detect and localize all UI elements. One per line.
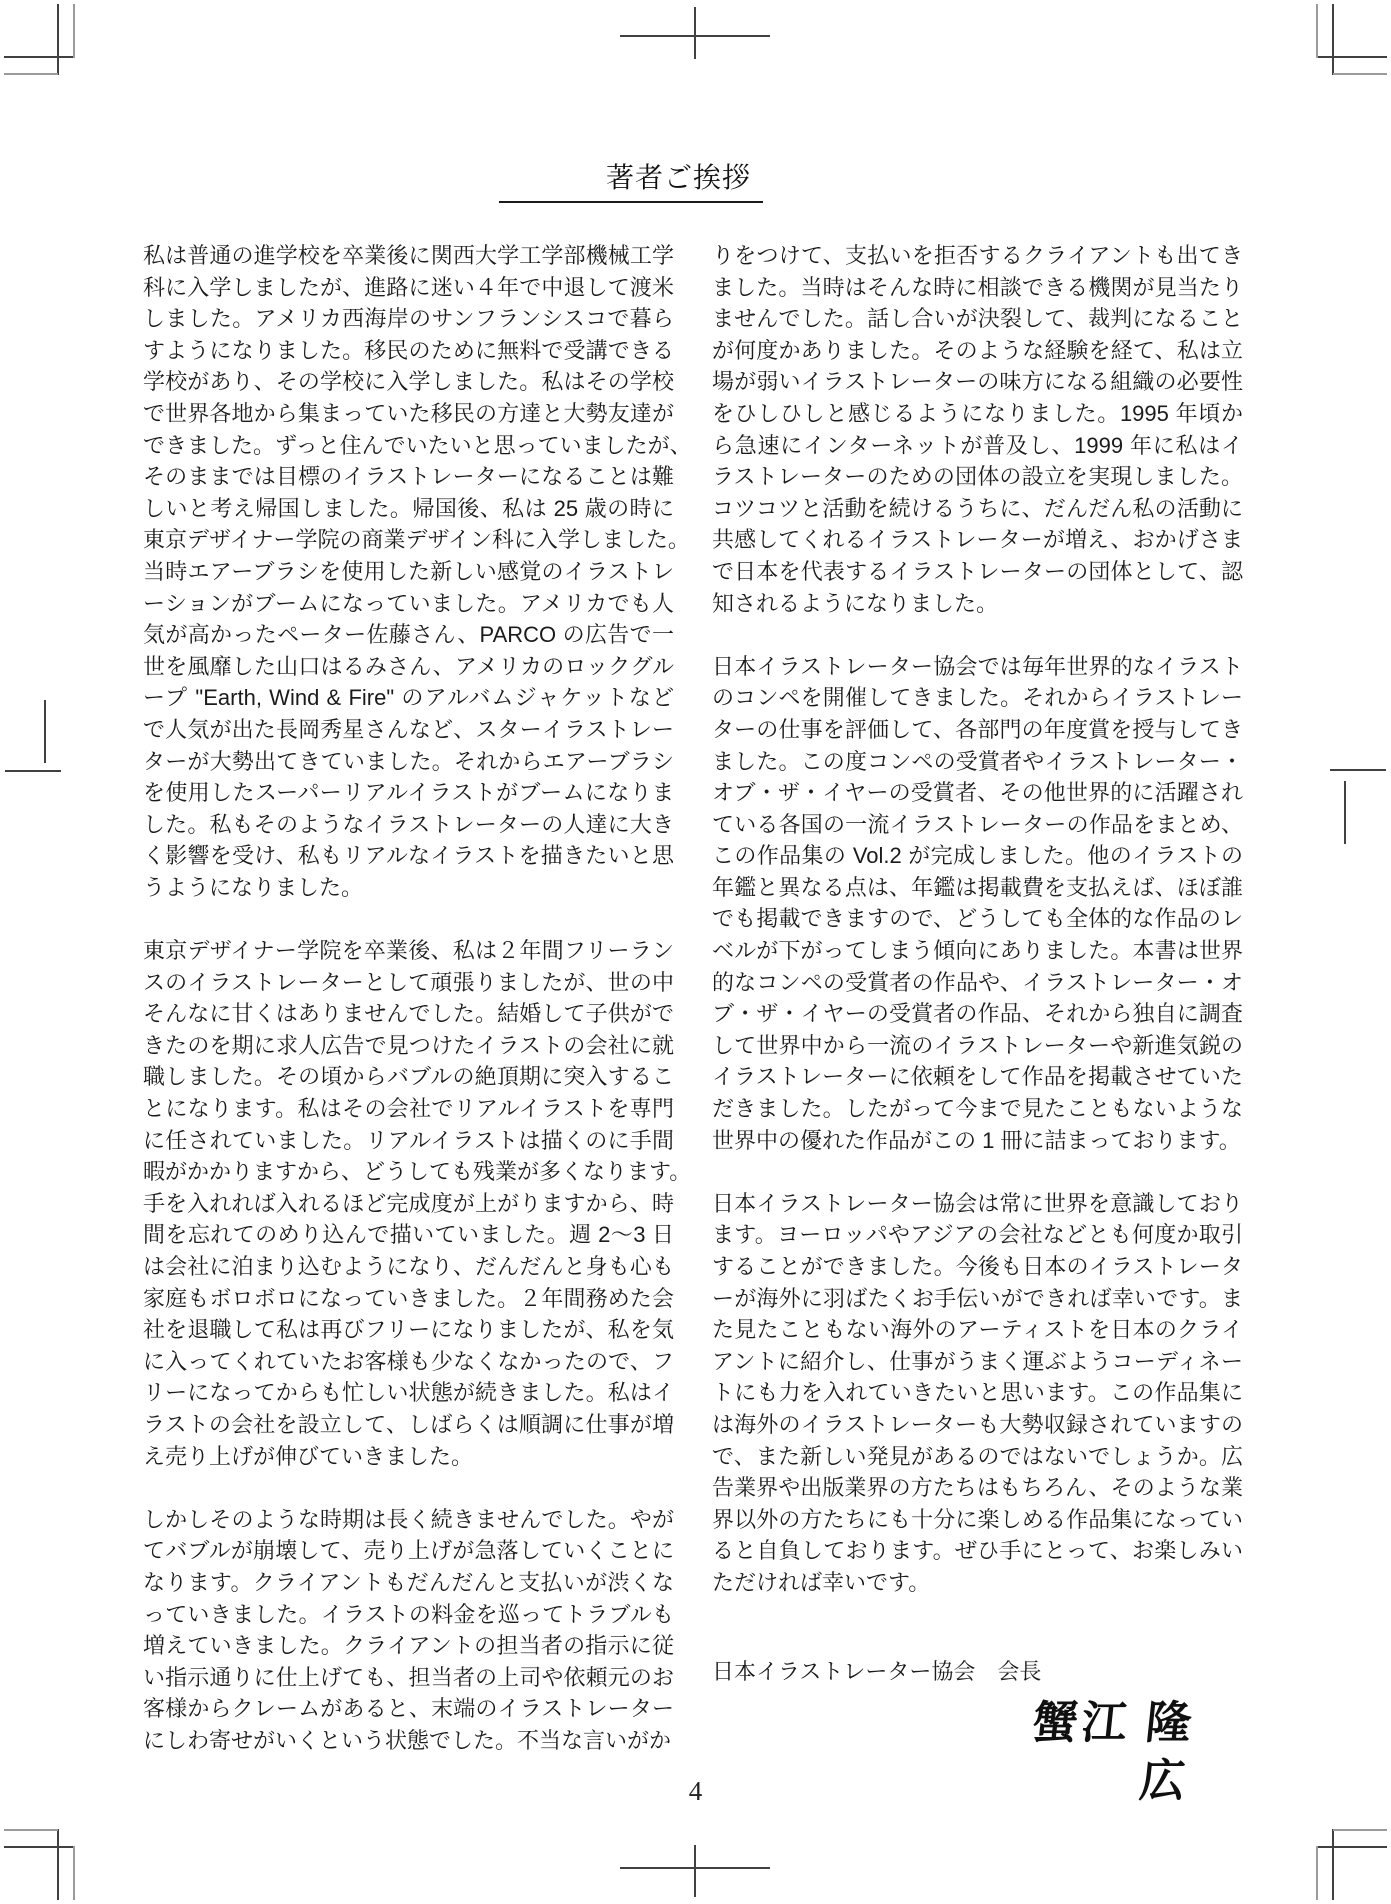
text-line: は海外のイラストレーターも大勢収録されていますの (712, 1411, 1243, 1437)
text-line: ラストの会社を設立して、しばらくは順調に仕事が増 (143, 1411, 674, 1437)
text-line: なります。クライアントもだんだんと支払いが渋くな (143, 1569, 674, 1595)
page-number: 4 (688, 1776, 703, 1806)
text-line: のコンペを開催してきました。それからイラストレー (712, 685, 1243, 711)
text-line: トにも力を入れていきたいと思います。この作品集に (712, 1380, 1243, 1406)
text-line: 科に入学しましたが、進路に迷い４年で中退して渡米 (143, 274, 674, 300)
author-signature: 蟹江 隆広 (1030, 1698, 1198, 1806)
text-line: た見たこともない海外のアーティストを日本のクライ (712, 1317, 1243, 1343)
text-line: スのイラストレーターとして頑張りましたが、世の中 (143, 969, 674, 995)
trim-mark-top-center-vertical (694, 7, 696, 59)
text-line: 世界中の優れた作品がこの 1 冊に詰まっております。 (712, 1127, 1241, 1153)
text-line: え売り上げが伸びていきました。 (143, 1443, 474, 1469)
text-line: とになります。私はその会社でリアルイラストを専門 (143, 1096, 674, 1122)
text-line: 気が高かったペーター佐藤さん、PARCO の広告で一 (143, 622, 674, 648)
text-line: きたのを期に求人広告で見つけたイラストの会社に就 (143, 1032, 674, 1058)
text-line: で世界各地から集まっていた移民の方達と大勢友達が (143, 400, 674, 426)
text-line: ら急速にインターネットが普及し、1999 年に私はイ (712, 432, 1243, 458)
text-line: 日本イラストレーター協会では毎年世界的なイラスト (712, 653, 1243, 679)
text-line: 知されるようになりました。 (712, 590, 999, 616)
text-line: ブ・ザ・イヤーの受賞者の作品、それから独自に調査 (712, 1001, 1243, 1027)
text-line: この作品集の Vol.2 が完成しました。他のイラストの (712, 843, 1243, 869)
trim-mark-bottom-left-vertical (57, 1829, 59, 1900)
text-line: すようになりました。移民のために無料で受講できる (143, 337, 674, 363)
text-line: うようになりました。 (143, 874, 364, 900)
text-line: 社を退職して私は再びフリーになりましたが、私を気 (143, 1317, 674, 1343)
text-line: 的なコンペの受賞者の作品や、イラストレーター・オ (712, 969, 1243, 995)
paragraph (143, 1504, 674, 1757)
trim-mark-bottom-right-horizontal (1316, 1846, 1387, 1848)
text-line: ベルが下がってしまう傾向にありました。本書は世界 (712, 938, 1243, 964)
text-line: てバブルが崩壊して、売り上げが急落していくことに (143, 1538, 674, 1564)
text-line: 共感してくれるイラストレーターが増え、おかげさま (712, 527, 1243, 553)
text-line: ている各国の一流イラストレーターの作品をまとめ、 (712, 811, 1243, 837)
text-line: ただければ幸いです。 (712, 1569, 931, 1595)
left-column (143, 240, 692, 1788)
text-line: で、また新しい発見があるのではないでしょうか。広 (712, 1443, 1243, 1469)
text-line: 私は普通の進学校を卒業後に関西大学工学部機械工学 (143, 243, 674, 268)
signature-affiliation: 日本イラストレーター協会 会長 (712, 1659, 1042, 1684)
page-title-block (499, 157, 763, 203)
text-line: ープ "Earth, Wind & Fire" のアルバムジャケットなど (143, 685, 674, 711)
trim-mark-bottom-left-horizontal (4, 1846, 75, 1848)
text-line: ラストレーターのための団体の設立を実現しました。 (712, 464, 1243, 490)
text-line: イラストレーターに依頼をして作品を掲載させていた (712, 1064, 1243, 1090)
text-line: ーが海外に羽ばたくお手伝いができれば幸いです。ま (712, 1285, 1243, 1311)
text-line: ターが大勢出てきていました。それからエアーブラシ (143, 748, 674, 774)
text-line: に任されていました。リアルイラストは描くのに手間 (143, 1127, 674, 1153)
trim-mark-bottom-right-inner-vertical (1316, 1846, 1318, 1900)
trim-mark-right-edge-vertical (1344, 781, 1346, 844)
text-line: した。私もそのようなイラストレーターの人達に大き (143, 811, 674, 837)
text-line: く影響を受け、私もリアルなイラストを描きたいと思 (143, 843, 674, 869)
text-line: コツコツと活動を続けるうちに、だんだん私の活動に (712, 495, 1243, 521)
trim-mark-top-left-horizontal (4, 56, 75, 58)
text-line: は会社に泊まり込むようになり、だんだんと身も心も (143, 1254, 674, 1279)
text-line: 間を忘れてのめり込んで描いていました。週 2〜3 日 (143, 1222, 674, 1248)
text-line: 手を入れれば入れるほど完成度が上がりますから、時 (143, 1190, 674, 1216)
text-line: しかしそのような時期は長く続きませんでした。やが (143, 1506, 674, 1532)
trim-mark-bottom-left-inner-vertical (73, 1846, 75, 1900)
text-line: だきました。したがって今まで見たこともないような (712, 1096, 1243, 1122)
text-line: 暇がかかりますから、どうしても残業が多くなります。 (143, 1159, 692, 1185)
text-line: をひしひしと感じるようになりました。1995 年頃か (712, 400, 1243, 426)
text-line: オブ・ザ・イヤーの受賞者、その他世界的に活躍され (712, 780, 1243, 806)
paragraph (712, 651, 1243, 1157)
trim-mark-top-right-horizontal (1316, 56, 1387, 58)
text-line: ターの仕事を評価して、各部門の年度賞を授与してき (712, 716, 1243, 742)
text-line: 増えていきました。クライアントの担当者の指示に従 (143, 1633, 674, 1659)
text-line: を使用したスーパーリアルイラストがブームになりま (143, 780, 674, 806)
text-line: そのままでは目標のイラストレーターになることは難 (143, 464, 674, 490)
text-line: できました。ずっと住んでいたいと思っていましたが、 (143, 432, 692, 458)
text-line: っていきました。イラストの料金を巡ってトラブルも (143, 1601, 674, 1627)
paragraph (712, 240, 1243, 619)
text-line: して世界中から一流のイラストレーターや新進気鋭の (712, 1032, 1243, 1058)
paragraph (712, 1188, 1243, 1599)
text-line: に入ってくれていたお客様も少なくなかったので、フ (143, 1348, 674, 1374)
text-line: しました。アメリカ西海岸のサンフランシスコで暮ら (143, 306, 674, 332)
text-line: が何度かありました。そのような経験を経て、私は立 (712, 337, 1243, 363)
trim-mark-bottom-right-inner-horizontal (1333, 1829, 1387, 1831)
text-line: 界以外の方たちにも十分に楽しめる作品集になってい (712, 1506, 1243, 1532)
text-line: で日本を代表するイラストレーターの団体として、認 (712, 558, 1243, 584)
text-line: 告業界や出版業界の方たちはもちろん、そのような業 (712, 1475, 1243, 1501)
text-line: ると自負しております。ぜひ手にとって、お楽しみい (712, 1538, 1243, 1564)
trim-mark-bottom-right-vertical (1332, 1829, 1334, 1900)
text-line: でも掲載できますので、どうしても全体的な作品のレ (712, 906, 1243, 932)
text-line: 年鑑と異なる点は、年鑑は掲載費を支払えば、ほぼ誰 (712, 874, 1243, 900)
paragraph (143, 935, 692, 1472)
text-line: 家庭もボロボロになっていきました。２年間務めた会 (143, 1285, 674, 1311)
page-title: 著者ご挨拶 (605, 162, 751, 193)
text-line: アントに紹介し、仕事がうまく運ぶようコーディネー (712, 1348, 1243, 1374)
text-line: 日本イラストレーター協会は常に世界を意識しており (712, 1190, 1243, 1216)
text-line: 当時エアーブラシを使用した新しい感覚のイラストレ (143, 558, 674, 584)
paragraph (143, 240, 692, 903)
text-line: 東京デザイナー学院を卒業後、私は２年間フリーラン (143, 938, 674, 964)
trim-mark-top-left-inner-horizontal (4, 73, 58, 75)
text-line: 場が弱いイラストレーターの味方になる組織の必要性 (712, 369, 1243, 395)
trim-mark-bottom-center-vertical (694, 1845, 696, 1897)
trim-mark-bottom-left-inner-horizontal (4, 1829, 58, 1831)
trim-mark-top-right-inner-horizontal (1333, 73, 1387, 75)
text-line: リーになってからも忙しい状態が続きました。私はイ (143, 1380, 674, 1406)
text-line: することができました。今後も日本のイラストレータ (712, 1254, 1243, 1279)
text-line: ます。ヨーロッパやアジアの会社などとも何度か取引 (712, 1222, 1243, 1248)
trim-mark-top-right-inner-vertical (1316, 4, 1318, 58)
text-line: で人気が出た長岡秀星さんなど、スターイラストレー (143, 716, 674, 742)
text-line: ませんでした。話し合いが決裂して、裁判になること (712, 306, 1243, 332)
text-line: そんなに甘くはありませんでした。結婚して子供がで (143, 1001, 674, 1027)
text-line: 世を風靡した山口はるみさん、アメリカのロックグル (143, 653, 674, 679)
text-line: りをつけて、支払いを拒否するクライアントも出てき (712, 243, 1243, 268)
right-column (712, 240, 1243, 1630)
text-line: 東京デザイナー学院の商業デザイン科に入学しました。 (143, 527, 690, 553)
trim-mark-right-edge-horizontal (1330, 769, 1386, 771)
text-line: にしわ寄せがいくという状態でした。不当な言いがか (143, 1727, 672, 1753)
trim-mark-left-edge-vertical (44, 700, 46, 763)
text-line: ました。当時はそんな時に相談できる機関が見当たり (712, 274, 1243, 300)
text-line: 職しました。その頃からバブルの絶頂期に突入するこ (143, 1064, 674, 1090)
text-line: しいと考え帰国しました。帰国後、私は 25 歳の時に (143, 495, 674, 521)
text-line: 学校があり、その学校に入学しました。私はその学校 (143, 369, 674, 395)
text-line: ました。この度コンペの受賞者やイラストレーター・ (712, 748, 1243, 774)
text-line: ーションがブームになっていました。アメリカでも人 (143, 590, 674, 616)
trim-mark-top-left-vertical (57, 4, 59, 75)
text-line: い指示通りに仕上げても、担当者の上司や依頼元のお (143, 1664, 674, 1690)
text-line: 客様からクレームがあると、末端のイラストレーター (143, 1696, 674, 1722)
trim-mark-left-edge-horizontal (5, 770, 61, 772)
trim-mark-top-right-vertical (1332, 4, 1334, 75)
trim-mark-top-left-inner-vertical (73, 4, 75, 58)
